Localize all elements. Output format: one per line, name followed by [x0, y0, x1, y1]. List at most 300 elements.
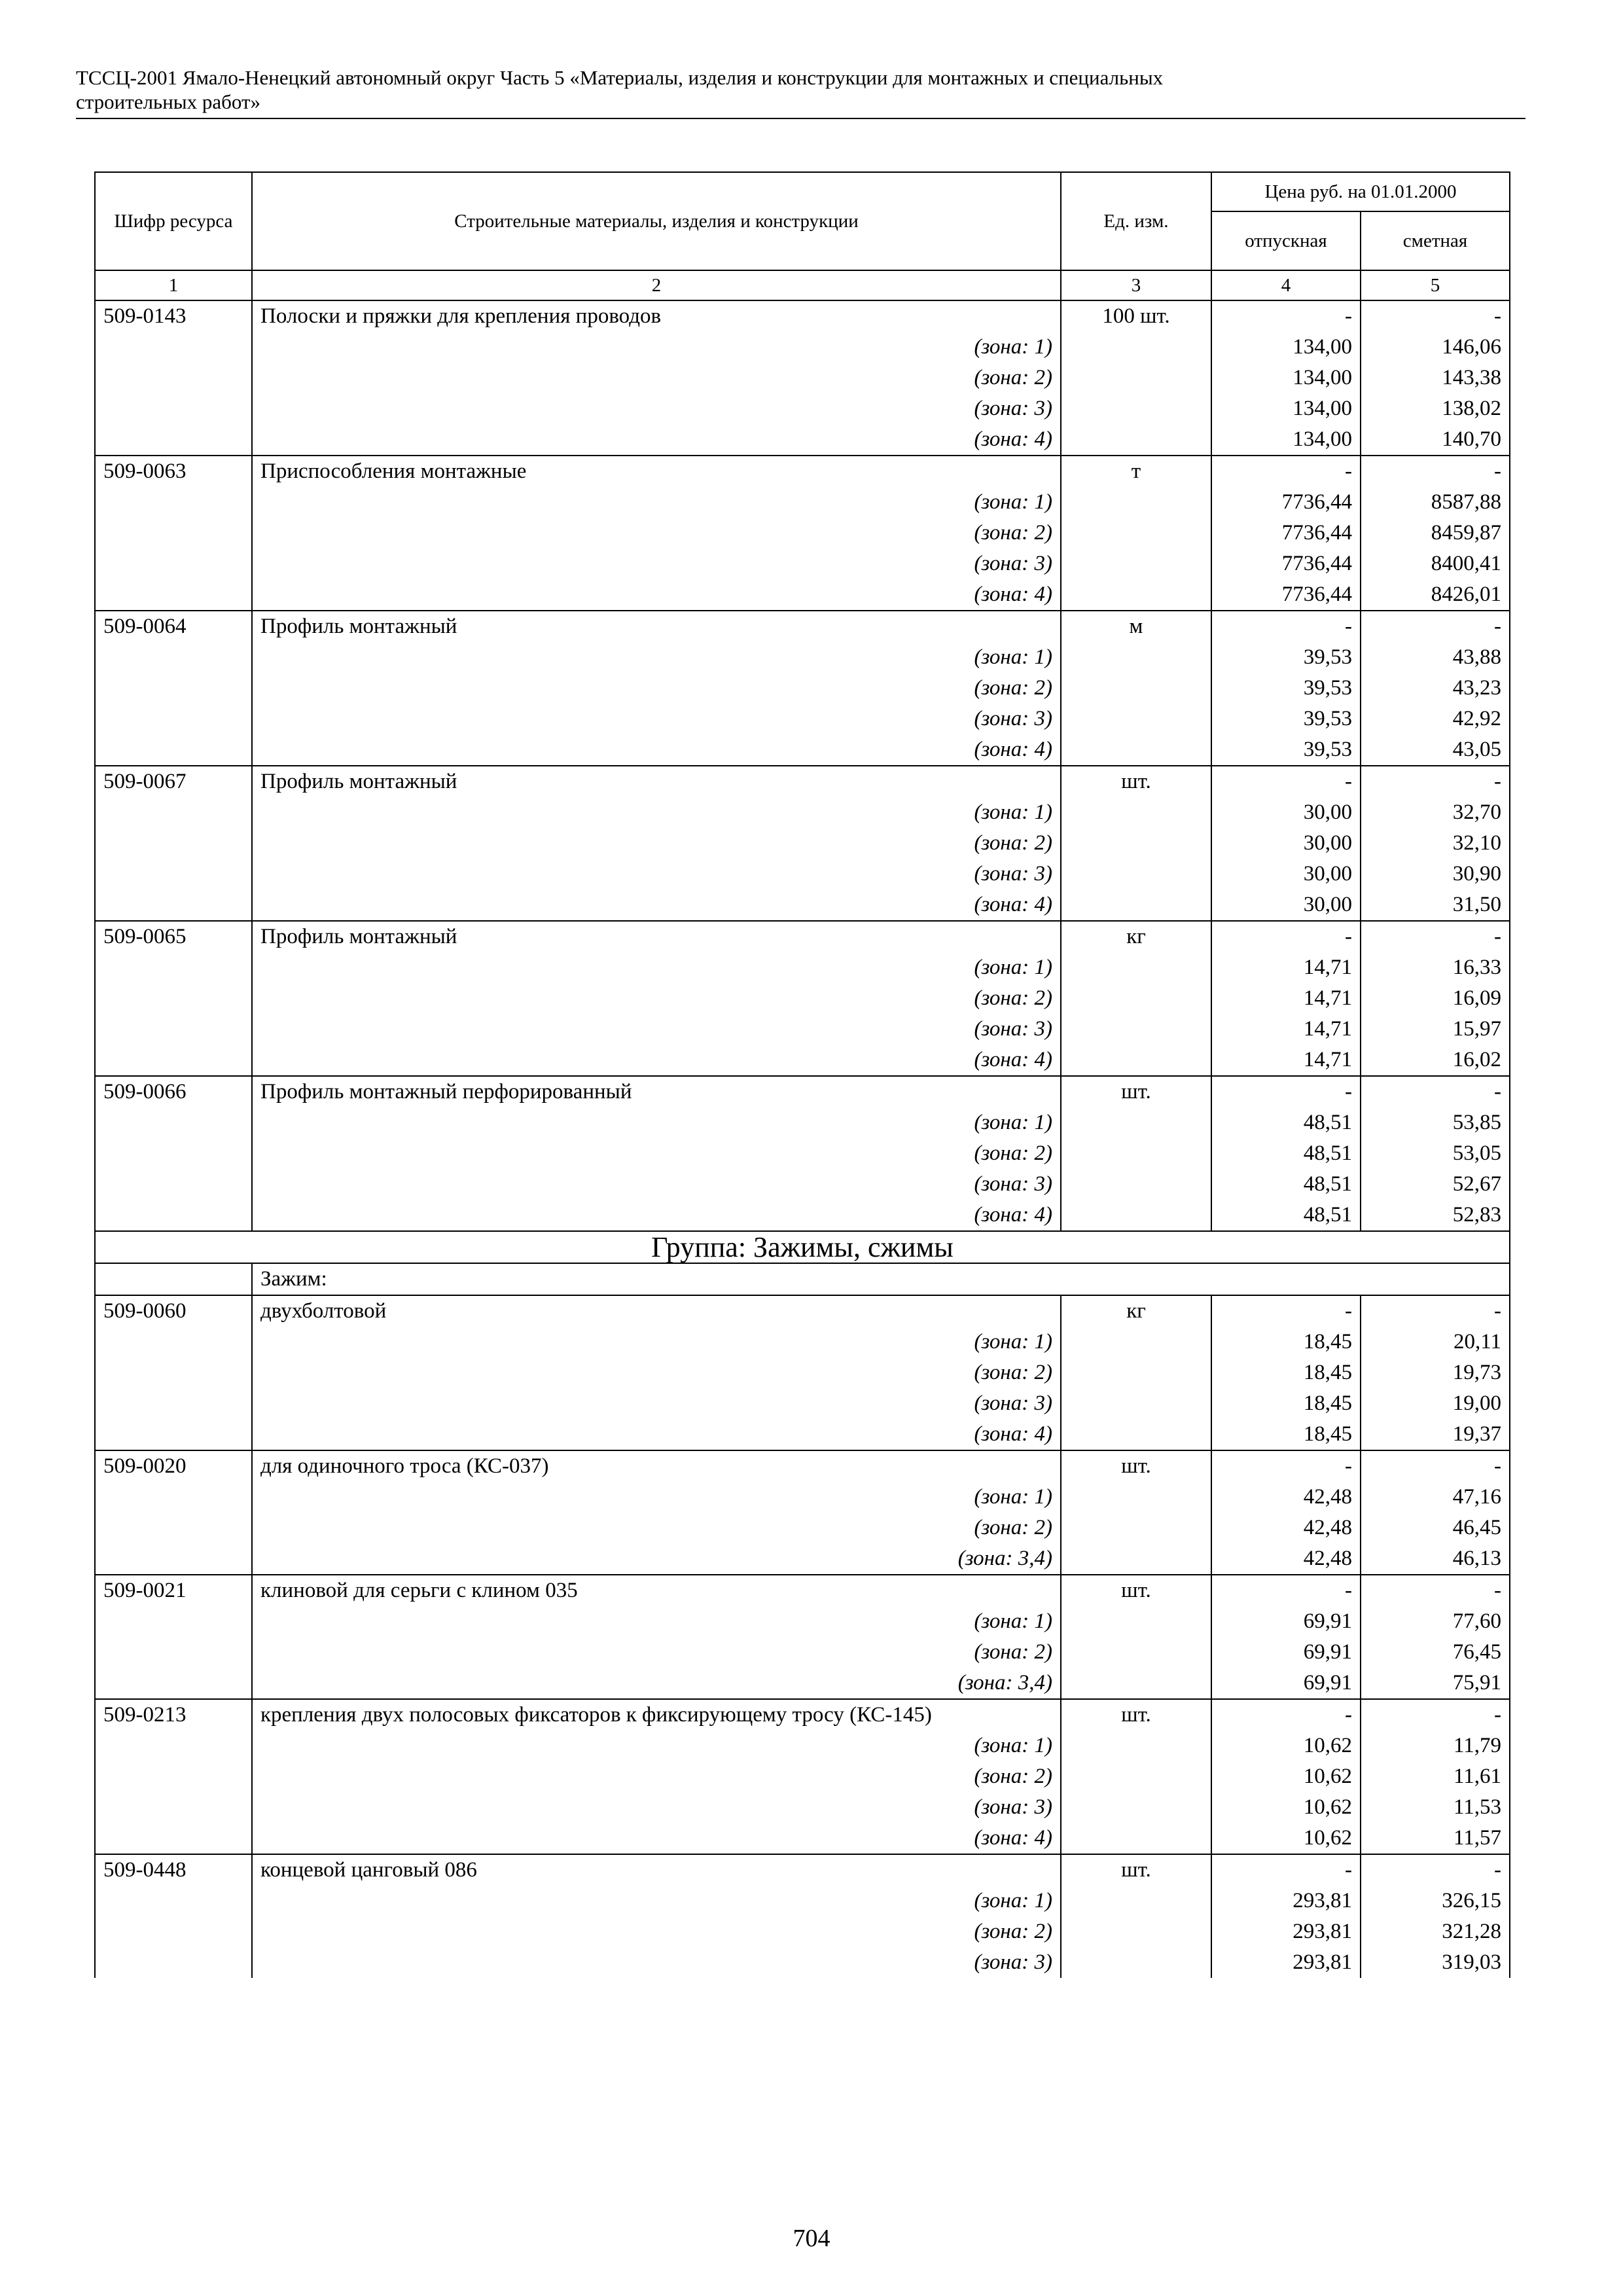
zone-label: (зона: 1) — [252, 1606, 1061, 1637]
estimate-price: 321,28 — [1361, 1916, 1510, 1947]
resource-code — [95, 1482, 252, 1513]
zone-row — [95, 332, 1510, 363]
release-price: 69,91 — [1211, 1606, 1361, 1637]
unit-of-measure — [1061, 1513, 1211, 1543]
release-price: 10,62 — [1211, 1823, 1361, 1854]
resource-code — [95, 889, 252, 921]
unit-of-measure: шт. — [1061, 1450, 1211, 1482]
unit-of-measure — [1061, 642, 1211, 673]
estimate-price: 140,70 — [1361, 424, 1510, 456]
release-price: - — [1211, 921, 1361, 952]
price-table — [94, 171, 1510, 1978]
group-heading-row — [95, 1231, 1510, 1263]
zone-label: (зона: 4) — [252, 734, 1061, 766]
resource-name: Профиль монтажный — [252, 766, 1061, 797]
unit-of-measure — [1061, 1886, 1211, 1916]
estimate-price: 42,92 — [1361, 704, 1510, 734]
estimate-price: 146,06 — [1361, 332, 1510, 363]
unit-of-measure — [1061, 673, 1211, 704]
release-price: 30,00 — [1211, 828, 1361, 859]
zone-row — [95, 1045, 1510, 1076]
unit-of-measure — [1061, 734, 1211, 766]
release-price: 30,00 — [1211, 797, 1361, 828]
zone-label: (зона: 4) — [252, 424, 1061, 456]
estimate-price: 16,02 — [1361, 1045, 1510, 1076]
zone-row — [95, 642, 1510, 673]
resource-name: Профиль монтажный — [252, 611, 1061, 642]
resource-code — [95, 393, 252, 424]
release-price: 134,00 — [1211, 363, 1361, 393]
unit-of-measure — [1061, 579, 1211, 611]
release-price: 30,00 — [1211, 859, 1361, 889]
resource-code — [95, 487, 252, 518]
unit-of-measure: кг — [1061, 921, 1211, 952]
zone-label: (зона: 2) — [252, 1357, 1061, 1388]
release-price: 42,48 — [1211, 1482, 1361, 1513]
release-price: 14,71 — [1211, 1045, 1361, 1076]
resource-code — [95, 579, 252, 611]
estimate-price: 16,33 — [1361, 952, 1510, 983]
zone-row — [95, 1327, 1510, 1357]
resource-code — [95, 1792, 252, 1823]
zone-label: (зона: 3) — [252, 1388, 1061, 1419]
unit-of-measure — [1061, 952, 1211, 983]
unit-of-measure — [1061, 548, 1211, 579]
release-price: 293,81 — [1211, 1947, 1361, 1978]
unit-of-measure: 100 шт. — [1061, 300, 1211, 332]
estimate-price: 11,53 — [1361, 1792, 1510, 1823]
header-name: Строительные материалы, изделия и конструкции — [252, 172, 1061, 270]
estimate-price: 52,83 — [1361, 1200, 1510, 1231]
zone-label: (зона: 3) — [252, 1947, 1061, 1978]
zone-row — [95, 487, 1510, 518]
unit-of-measure — [1061, 1792, 1211, 1823]
release-price: 14,71 — [1211, 1014, 1361, 1045]
unit-of-measure — [1061, 1327, 1211, 1357]
zone-row — [95, 983, 1510, 1014]
zone-label: (зона: 2) — [252, 518, 1061, 548]
release-price: 69,91 — [1211, 1668, 1361, 1699]
unit-of-measure: шт. — [1061, 1699, 1211, 1731]
header-price-group: Цена руб. на 01.01.2000 — [1211, 172, 1510, 211]
column-number: 4 — [1211, 270, 1361, 300]
resource-code — [95, 363, 252, 393]
resource-code: 509-0021 — [95, 1575, 252, 1606]
release-price: - — [1211, 1854, 1361, 1886]
release-price: - — [1211, 1575, 1361, 1606]
zone-row — [95, 1886, 1510, 1916]
release-price: 39,53 — [1211, 673, 1361, 704]
estimate-price: - — [1361, 766, 1510, 797]
zone-label: (зона: 3) — [252, 548, 1061, 579]
estimate-price: 32,70 — [1361, 797, 1510, 828]
release-price: 18,45 — [1211, 1419, 1361, 1450]
estimate-price: 43,05 — [1361, 734, 1510, 766]
estimate-price: - — [1361, 611, 1510, 642]
estimate-price: 8587,88 — [1361, 487, 1510, 518]
release-price: 7736,44 — [1211, 487, 1361, 518]
release-price: 48,51 — [1211, 1169, 1361, 1200]
zone-label: (зона: 1) — [252, 952, 1061, 983]
release-price: 7736,44 — [1211, 518, 1361, 548]
resource-code: 509-0020 — [95, 1450, 252, 1482]
release-price: 7736,44 — [1211, 548, 1361, 579]
estimate-price: - — [1361, 1295, 1510, 1327]
table-row — [95, 1295, 1510, 1327]
zone-label: (зона: 2) — [252, 1513, 1061, 1543]
table-row — [95, 456, 1510, 487]
estimate-price: 319,03 — [1361, 1947, 1510, 1978]
column-number: 1 — [95, 270, 252, 300]
estimate-price: 19,37 — [1361, 1419, 1510, 1450]
unit-of-measure: шт. — [1061, 1575, 1211, 1606]
resource-code — [95, 1200, 252, 1231]
resource-code — [95, 952, 252, 983]
resource-code — [95, 983, 252, 1014]
resource-code: 509-0066 — [95, 1076, 252, 1107]
release-price: - — [1211, 1450, 1361, 1482]
release-price: 134,00 — [1211, 393, 1361, 424]
zone-label: (зона: 1) — [252, 1731, 1061, 1761]
table-row — [95, 611, 1510, 642]
resource-code — [95, 1668, 252, 1699]
estimate-price: - — [1361, 921, 1510, 952]
table-row — [95, 1699, 1510, 1731]
zone-row — [95, 1388, 1510, 1419]
zone-row — [95, 1138, 1510, 1169]
unit-of-measure — [1061, 1014, 1211, 1045]
resource-code — [95, 332, 252, 363]
estimate-price: - — [1361, 1575, 1510, 1606]
table-row — [95, 1450, 1510, 1482]
zone-row — [95, 1731, 1510, 1761]
unit-of-measure — [1061, 828, 1211, 859]
resource-code — [95, 1606, 252, 1637]
resource-code — [95, 1169, 252, 1200]
estimate-price: 30,90 — [1361, 859, 1510, 889]
release-price: 18,45 — [1211, 1388, 1361, 1419]
zone-label: (зона: 3) — [252, 704, 1061, 734]
estimate-price: 11,79 — [1361, 1731, 1510, 1761]
unit-of-measure — [1061, 1947, 1211, 1978]
zone-row — [95, 1513, 1510, 1543]
zone-label: (зона: 3) — [252, 1169, 1061, 1200]
zone-row — [95, 548, 1510, 579]
table-row — [95, 1575, 1510, 1606]
zone-label: (зона: 1) — [252, 642, 1061, 673]
resource-code — [95, 548, 252, 579]
estimate-price: - — [1361, 1699, 1510, 1731]
column-number: 3 — [1061, 270, 1211, 300]
unit-of-measure — [1061, 1169, 1211, 1200]
resource-code: 509-0067 — [95, 766, 252, 797]
zone-label: (зона: 2) — [252, 1637, 1061, 1668]
subgroup-title: Зажим: — [252, 1263, 1510, 1295]
release-price: 134,00 — [1211, 332, 1361, 363]
resource-name: клиновой для серьги с клином 035 — [252, 1575, 1061, 1606]
unit-of-measure — [1061, 1668, 1211, 1699]
resource-code — [95, 704, 252, 734]
resource-code: 509-0213 — [95, 1699, 252, 1731]
release-price: 48,51 — [1211, 1107, 1361, 1138]
estimate-price: 52,67 — [1361, 1169, 1510, 1200]
resource-name: двухболтовой — [252, 1295, 1061, 1327]
resource-code — [95, 1947, 252, 1978]
zone-label: (зона: 2) — [252, 1138, 1061, 1169]
zone-row — [95, 1482, 1510, 1513]
zone-label: (зона: 3,4) — [252, 1668, 1061, 1699]
release-price: 48,51 — [1211, 1138, 1361, 1169]
estimate-price: 8426,01 — [1361, 579, 1510, 611]
release-price: 18,45 — [1211, 1357, 1361, 1388]
column-number: 5 — [1361, 270, 1510, 300]
resource-code — [95, 1916, 252, 1947]
unit-of-measure: шт. — [1061, 1076, 1211, 1107]
estimate-price: - — [1361, 456, 1510, 487]
estimate-price: 20,11 — [1361, 1327, 1510, 1357]
header-code: Шифр ресурса — [95, 172, 252, 270]
resource-code — [95, 1513, 252, 1543]
header-line-1: ТССЦ-2001 Ямало-Ненецкий автономный округ Часть 5 «Материалы, изделия и конструкции для монтажных и специальных — [76, 66, 1164, 89]
zone-row — [95, 424, 1510, 456]
estimate-price: 32,10 — [1361, 828, 1510, 859]
estimate-price: 31,50 — [1361, 889, 1510, 921]
release-price: - — [1211, 611, 1361, 642]
table-row — [95, 300, 1510, 332]
zone-row — [95, 1357, 1510, 1388]
estimate-price: 46,13 — [1361, 1543, 1510, 1575]
zone-label: (зона: 1) — [252, 1327, 1061, 1357]
unit-of-measure: кг — [1061, 1295, 1211, 1327]
resource-code — [95, 673, 252, 704]
zone-row — [95, 1200, 1510, 1231]
resource-code — [95, 424, 252, 456]
group-title: Группа: Зажимы, сжимы — [95, 1231, 1510, 1263]
release-price: 10,62 — [1211, 1731, 1361, 1761]
zone-row — [95, 1792, 1510, 1823]
unit-of-measure — [1061, 889, 1211, 921]
table-row — [95, 766, 1510, 797]
zone-row — [95, 859, 1510, 889]
resource-name: концевой цанговый 086 — [252, 1854, 1061, 1886]
estimate-price: 326,15 — [1361, 1886, 1510, 1916]
unit-of-measure — [1061, 1388, 1211, 1419]
resource-code — [95, 1107, 252, 1138]
estimate-price: 8459,87 — [1361, 518, 1510, 548]
resource-code — [95, 1263, 252, 1295]
zone-row — [95, 952, 1510, 983]
zone-row — [95, 704, 1510, 734]
column-number: 2 — [252, 270, 1061, 300]
unit-of-measure — [1061, 1823, 1211, 1854]
zone-label: (зона: 4) — [252, 1419, 1061, 1450]
zone-label: (зона: 2) — [252, 983, 1061, 1014]
resource-code — [95, 1761, 252, 1792]
estimate-price: 53,05 — [1361, 1138, 1510, 1169]
estimate-price: 138,02 — [1361, 393, 1510, 424]
resource-code — [95, 828, 252, 859]
zone-label: (зона: 1) — [252, 1482, 1061, 1513]
unit-of-measure — [1061, 704, 1211, 734]
estimate-price: 11,57 — [1361, 1823, 1510, 1854]
resource-code — [95, 1543, 252, 1575]
zone-row — [95, 1947, 1510, 1978]
resource-code — [95, 1357, 252, 1388]
release-price: 14,71 — [1211, 983, 1361, 1014]
header-release-price: отпускная — [1211, 211, 1361, 270]
zone-row — [95, 1823, 1510, 1854]
header-estimate-price: сметная — [1361, 211, 1510, 270]
zone-row — [95, 734, 1510, 766]
zone-row — [95, 1014, 1510, 1045]
table-row — [95, 1076, 1510, 1107]
resource-code — [95, 1823, 252, 1854]
release-price: 39,53 — [1211, 642, 1361, 673]
zone-row — [95, 1107, 1510, 1138]
resource-code — [95, 1388, 252, 1419]
release-price: 10,62 — [1211, 1792, 1361, 1823]
unit-of-measure — [1061, 363, 1211, 393]
estimate-price: 19,00 — [1361, 1388, 1510, 1419]
resource-code — [95, 642, 252, 673]
page-number: 704 — [793, 2225, 830, 2252]
estimate-price: 76,45 — [1361, 1637, 1510, 1668]
zone-row — [95, 1169, 1510, 1200]
estimate-price: 46,45 — [1361, 1513, 1510, 1543]
resource-code — [95, 797, 252, 828]
estimate-price: 143,38 — [1361, 363, 1510, 393]
unit-of-measure — [1061, 1637, 1211, 1668]
unit-of-measure — [1061, 1482, 1211, 1513]
unit-of-measure — [1061, 487, 1211, 518]
estimate-price: 53,85 — [1361, 1107, 1510, 1138]
unit-of-measure — [1061, 1419, 1211, 1450]
resource-code — [95, 734, 252, 766]
zone-label: (зона: 4) — [252, 1823, 1061, 1854]
zone-row — [95, 1543, 1510, 1575]
zone-label: (зона: 1) — [252, 332, 1061, 363]
release-price: 69,91 — [1211, 1637, 1361, 1668]
zone-label: (зона: 1) — [252, 1886, 1061, 1916]
zone-row — [95, 889, 1510, 921]
release-price: 48,51 — [1211, 1200, 1361, 1231]
unit-of-measure: т — [1061, 456, 1211, 487]
unit-of-measure: шт. — [1061, 766, 1211, 797]
resource-name: для одиночного троса (КС-037) — [252, 1450, 1061, 1482]
resource-code — [95, 518, 252, 548]
estimate-price: 8400,41 — [1361, 548, 1510, 579]
table-row — [95, 921, 1510, 952]
resource-code: 509-0065 — [95, 921, 252, 952]
zone-label: (зона: 1) — [252, 797, 1061, 828]
estimate-price: 11,61 — [1361, 1761, 1510, 1792]
unit-of-measure — [1061, 1357, 1211, 1388]
release-price: 293,81 — [1211, 1916, 1361, 1947]
release-price: - — [1211, 1295, 1361, 1327]
unit-of-measure — [1061, 1200, 1211, 1231]
estimate-price: 47,16 — [1361, 1482, 1510, 1513]
zone-label: (зона: 1) — [252, 1107, 1061, 1138]
unit-of-measure — [1061, 1543, 1211, 1575]
zone-label: (зона: 3) — [252, 1014, 1061, 1045]
zone-row — [95, 797, 1510, 828]
resource-name: крепления двух полосовых фиксаторов к фиксирующему тросу (КС-145) — [252, 1699, 1061, 1731]
resource-code — [95, 1419, 252, 1450]
table-body — [95, 300, 1510, 1978]
zone-label: (зона: 2) — [252, 1761, 1061, 1792]
zone-label: (зона: 4) — [252, 889, 1061, 921]
release-price: 134,00 — [1211, 424, 1361, 456]
table-row — [95, 1854, 1510, 1886]
header-unit: Ед. изм. — [1061, 172, 1211, 270]
zone-row — [95, 393, 1510, 424]
estimate-price: 19,73 — [1361, 1357, 1510, 1388]
estimate-price: 77,60 — [1361, 1606, 1510, 1637]
release-price: 39,53 — [1211, 704, 1361, 734]
zone-row — [95, 579, 1510, 611]
release-price: - — [1211, 1699, 1361, 1731]
unit-of-measure — [1061, 1107, 1211, 1138]
zone-row — [95, 1606, 1510, 1637]
zone-row — [95, 518, 1510, 548]
resource-code: 509-0060 — [95, 1295, 252, 1327]
resource-code: 509-0448 — [95, 1854, 252, 1886]
zone-row — [95, 1419, 1510, 1450]
unit-of-measure — [1061, 1045, 1211, 1076]
zone-label: (зона: 3) — [252, 859, 1061, 889]
release-price: 7736,44 — [1211, 579, 1361, 611]
zone-label: (зона: 3) — [252, 393, 1061, 424]
zone-row — [95, 1916, 1510, 1947]
release-price: 42,48 — [1211, 1513, 1361, 1543]
zone-label: (зона: 4) — [252, 1200, 1061, 1231]
unit-of-measure — [1061, 332, 1211, 363]
zone-label: (зона: 4) — [252, 579, 1061, 611]
resource-code — [95, 1886, 252, 1916]
unit-of-measure — [1061, 518, 1211, 548]
resource-code: 509-0064 — [95, 611, 252, 642]
estimate-price: 16,09 — [1361, 983, 1510, 1014]
resource-name: Приспособления монтажные — [252, 456, 1061, 487]
zone-row — [95, 1761, 1510, 1792]
zone-row — [95, 673, 1510, 704]
estimate-price: 15,97 — [1361, 1014, 1510, 1045]
unit-of-measure — [1061, 983, 1211, 1014]
resource-code — [95, 1637, 252, 1668]
zone-label: (зона: 3,4) — [252, 1543, 1061, 1575]
unit-of-measure — [1061, 797, 1211, 828]
unit-of-measure — [1061, 424, 1211, 456]
header-line-2: строительных работ» — [76, 90, 261, 113]
release-price: 293,81 — [1211, 1886, 1361, 1916]
unit-of-measure — [1061, 1916, 1211, 1947]
resource-code — [95, 1327, 252, 1357]
release-price: 10,62 — [1211, 1761, 1361, 1792]
release-price: 39,53 — [1211, 734, 1361, 766]
unit-of-measure — [1061, 1138, 1211, 1169]
resource-code — [95, 1731, 252, 1761]
release-price: - — [1211, 766, 1361, 797]
resource-code: 509-0143 — [95, 300, 252, 332]
resource-code: 509-0063 — [95, 456, 252, 487]
unit-of-measure — [1061, 1606, 1211, 1637]
zone-row — [95, 363, 1510, 393]
zone-row — [95, 828, 1510, 859]
document-header — [76, 65, 1525, 119]
unit-of-measure: м — [1061, 611, 1211, 642]
release-price: - — [1211, 456, 1361, 487]
release-price: 18,45 — [1211, 1327, 1361, 1357]
